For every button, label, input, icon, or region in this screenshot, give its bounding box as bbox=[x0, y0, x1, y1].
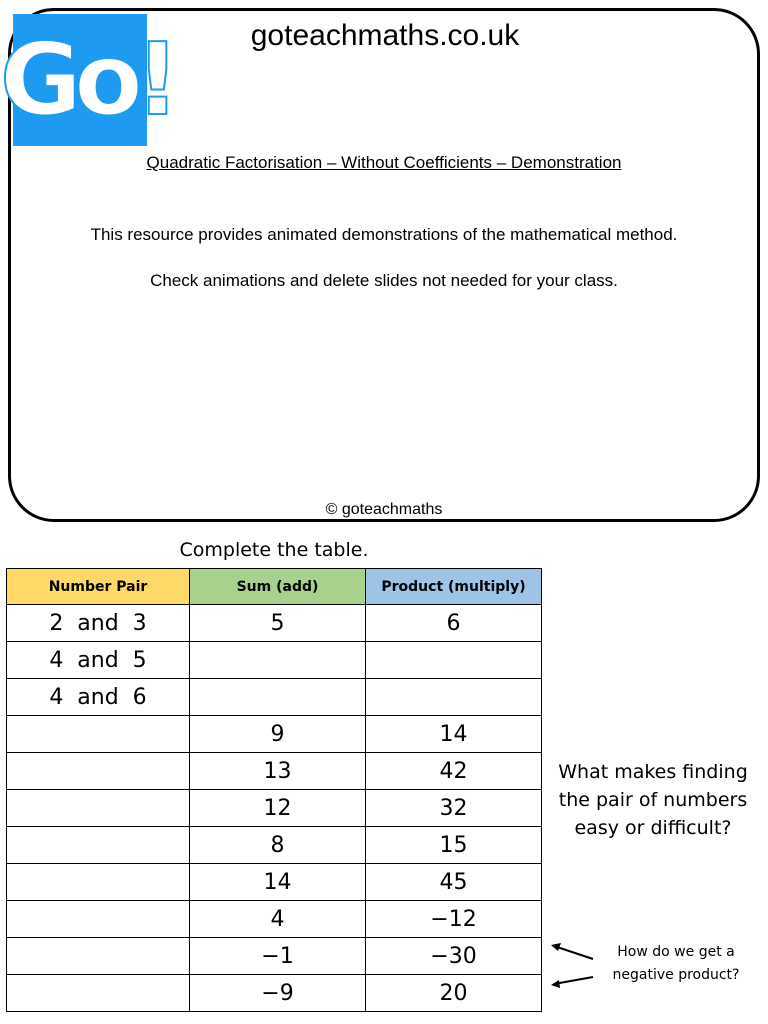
negative-product-hint: How do we get a negative product? bbox=[612, 944, 740, 983]
sum-cell[interactable]: 4 bbox=[190, 901, 366, 938]
sum-cell[interactable]: −1 bbox=[190, 938, 366, 975]
pair-cell[interactable] bbox=[7, 790, 190, 827]
page-title: Quadratic Factorisation – Without Coefficients – Demonstration bbox=[146, 153, 622, 172]
description-line-2: Check animations and delete slides not needed for your class. bbox=[150, 271, 618, 290]
pair-cell[interactable] bbox=[7, 938, 190, 975]
sum-cell[interactable]: 13 bbox=[190, 753, 366, 790]
pair-cell[interactable] bbox=[7, 716, 190, 753]
worksheet-prompt: Complete the table. bbox=[179, 539, 369, 561]
table-row bbox=[7, 605, 542, 642]
product-cell[interactable]: −12 bbox=[366, 901, 542, 938]
sum-cell[interactable] bbox=[190, 679, 366, 716]
pair-cell[interactable]: 4 and 6 bbox=[7, 679, 190, 716]
product-cell[interactable]: 42 bbox=[366, 753, 542, 790]
header-number-pair: Number Pair bbox=[7, 569, 190, 605]
pair-cell[interactable]: 2 and 3 bbox=[7, 605, 190, 642]
number-pair-table bbox=[6, 568, 542, 1012]
logo-text: Go! bbox=[0, 21, 173, 138]
sum-cell[interactable]: 12 bbox=[190, 790, 366, 827]
pair-cell[interactable] bbox=[7, 753, 190, 790]
sum-cell[interactable]: 9 bbox=[190, 716, 366, 753]
table-row bbox=[7, 790, 542, 827]
pair-cell[interactable] bbox=[7, 901, 190, 938]
description-line-1: This resource provides animated demonstrations of the mathematical method. bbox=[90, 225, 678, 244]
table-row bbox=[7, 938, 542, 975]
product-cell[interactable]: 45 bbox=[366, 864, 542, 901]
table-row bbox=[7, 753, 542, 790]
sum-cell[interactable]: −9 bbox=[190, 975, 366, 1012]
product-cell[interactable]: −30 bbox=[366, 938, 542, 975]
product-cell[interactable]: 14 bbox=[366, 716, 542, 753]
header-sum: Sum (add) bbox=[190, 569, 366, 605]
copyright-notice: © goteachmaths bbox=[325, 501, 443, 518]
product-cell[interactable] bbox=[366, 642, 542, 679]
go-logo bbox=[0, 10, 173, 150]
product-cell[interactable] bbox=[366, 679, 542, 716]
product-cell[interactable]: 6 bbox=[366, 605, 542, 642]
product-cell[interactable]: 15 bbox=[366, 827, 542, 864]
sum-cell[interactable]: 14 bbox=[190, 864, 366, 901]
product-cell[interactable]: 20 bbox=[366, 975, 542, 1012]
table-row bbox=[7, 679, 542, 716]
pair-cell[interactable] bbox=[7, 864, 190, 901]
arrow-up-left-icon bbox=[551, 943, 593, 959]
site-url: goteachmaths.co.uk bbox=[250, 19, 520, 52]
header-product: Product (multiply) bbox=[366, 569, 542, 605]
table-row bbox=[7, 827, 542, 864]
table-row bbox=[7, 975, 542, 1012]
table-row bbox=[7, 642, 542, 679]
pair-cell[interactable]: 4 and 5 bbox=[7, 642, 190, 679]
reflection-question: What makes finding the pair of numbers easy or difficult? bbox=[558, 761, 748, 839]
sum-cell[interactable] bbox=[190, 642, 366, 679]
pair-cell[interactable] bbox=[7, 975, 190, 1012]
pair-cell[interactable] bbox=[7, 827, 190, 864]
sum-cell[interactable]: 5 bbox=[190, 605, 366, 642]
arrow-down-left-icon bbox=[551, 977, 593, 988]
product-cell[interactable]: 32 bbox=[366, 790, 542, 827]
table-row bbox=[7, 901, 542, 938]
table-row bbox=[7, 716, 542, 753]
sum-cell[interactable]: 8 bbox=[190, 827, 366, 864]
table-header-row bbox=[7, 569, 542, 605]
table-row bbox=[7, 864, 542, 901]
